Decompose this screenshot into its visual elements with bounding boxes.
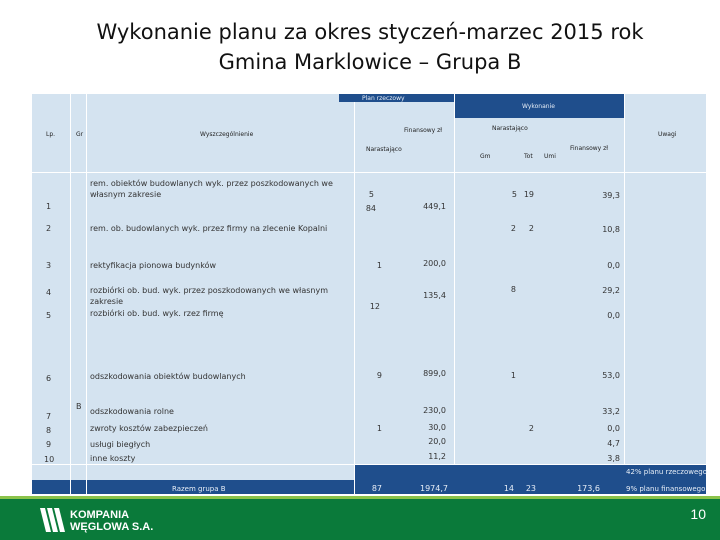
row-4-desc: rozbiórki ob. bud. wyk. przez poszkodowanych we własnym zakresie xyxy=(90,286,328,306)
row-3-plan-f: 200,0 xyxy=(423,259,446,268)
row-6-wyk-fin: 53,0 xyxy=(602,371,620,380)
row-6-plan-n: 9 xyxy=(376,371,382,380)
row-7-desc: odszkodowania rolne xyxy=(90,407,174,416)
row-10-desc: inne koszty xyxy=(90,454,136,463)
finansowy-wyk-header: Finansowy zł xyxy=(570,145,608,152)
row-1-wyk-fin: 39,3 xyxy=(602,191,620,200)
wyszczegolnienie-header: Wyszczególnienie xyxy=(200,131,254,138)
row-10-plan-f: 11,2 xyxy=(428,452,446,461)
row-4-lp: 4 xyxy=(46,288,52,297)
wykonanie-header: Wykonanie xyxy=(522,103,555,110)
row-8-wyk-b: 2 xyxy=(528,424,534,433)
row-10-lp: 10 xyxy=(44,455,55,464)
row-5-desc: rozbiórki ob. bud. wyk. rzez firmę xyxy=(90,309,224,318)
row-2-wyk-a: 2 xyxy=(510,224,516,233)
logo-line-1: KOMPANIA xyxy=(70,509,130,521)
uwagi-header: Uwagi xyxy=(658,131,677,138)
row-9-plan-f: 20,0 xyxy=(428,437,446,446)
plan-f-rows-1-2: 449,1 xyxy=(423,202,446,211)
summary-plan-n: 87 xyxy=(371,484,382,493)
finansowy-plan-header: Finansowy zł xyxy=(404,127,442,134)
lp-header: Lp. xyxy=(46,131,56,138)
row-9-desc: usługi biegłych xyxy=(90,440,151,449)
narastajaco-plan-header: Narastająco xyxy=(366,146,402,153)
row-3-wyk-fin: 0,0 xyxy=(607,261,620,270)
row-2-wyk-b: 2 xyxy=(528,224,534,233)
row-8-plan-n: 1 xyxy=(376,424,382,433)
row-7-plan-f: 230,0 xyxy=(423,406,446,415)
gr-header: Gr xyxy=(76,131,84,138)
row-4-wyk-fin: 29,2 xyxy=(602,286,620,295)
footer-stripe xyxy=(0,496,720,499)
summary-label: Razem grupa B xyxy=(172,485,226,493)
row-8-lp: 8 xyxy=(46,426,52,435)
row-6-lp: 6 xyxy=(46,374,52,383)
row-3-lp: 3 xyxy=(46,261,52,270)
plan-execution-table xyxy=(32,94,706,494)
row-9-lp: 9 xyxy=(46,440,52,449)
summary-wyk-a: 14 xyxy=(503,484,514,493)
row-1-wyk-a-val: 5 xyxy=(511,190,517,199)
col-b-header: Tot xyxy=(524,153,533,160)
kompania-logo-icon xyxy=(40,508,66,532)
row-3-plan-n: 1 xyxy=(376,261,382,270)
plan-n-rows-4-5: 12 xyxy=(369,302,380,311)
row-2-desc: rem. ob. budowlanych wyk. przez firmy na zlecenie Kopalni xyxy=(90,224,328,233)
summary-wyk-b: 23 xyxy=(525,484,536,493)
col-c-header: Umi xyxy=(544,153,556,160)
logo-line-2: WĘGLOWA S.A. xyxy=(70,521,154,533)
row-2-lp: 2 xyxy=(46,224,52,233)
group-b-label: B xyxy=(76,402,82,411)
row-6-desc: odszkodowania obiektów budowlanych xyxy=(90,372,246,381)
row-6-wyk-a: 1 xyxy=(510,371,516,380)
page-number: 10 xyxy=(690,506,706,522)
row-1-wyk-a: 5 xyxy=(368,190,374,199)
row-7-wyk-fin: 33,2 xyxy=(602,407,620,416)
summary-wyk-fin: 173,6 xyxy=(577,484,600,493)
row-3-desc: rektyfikacja pionowa budynków xyxy=(90,261,217,270)
row-9-wyk-fin: 4,7 xyxy=(607,439,620,448)
row-1-desc: rem. obiektów budowlanych wyk. przez poszkodowanych we własnym zakresie xyxy=(90,179,333,199)
row-10-wyk-fin: 3,8 xyxy=(607,454,620,463)
row-1-wyk-b: 19 xyxy=(523,190,534,199)
plan-rzeczowy-header: Plan rzeczowy xyxy=(362,95,405,102)
row-8-desc: zwroty kosztów zabezpieczeń xyxy=(90,424,209,433)
summary-note-rzeczowy: 42% planu rzeczowego xyxy=(626,468,707,476)
narastajaco-wyk-header: Narastająco xyxy=(492,125,528,132)
row-8-plan-f: 30,0 xyxy=(428,423,446,432)
row-5-lp: 5 xyxy=(46,311,52,320)
row-7-lp: 7 xyxy=(46,412,52,421)
plan-n-rows-1-2: 84 xyxy=(365,204,376,213)
slide-title: Wykonanie planu za okres styczeń-marzec 2015 rok xyxy=(96,20,644,44)
col-a-header: Gm xyxy=(480,153,491,160)
row-1-lp: 1 xyxy=(46,202,52,211)
plan-f-rows-4-5: 135,4 xyxy=(423,291,446,300)
company-logo-text xyxy=(70,509,153,533)
row-6-plan-f: 899,0 xyxy=(423,369,446,378)
row-2-wyk-fin: 10,8 xyxy=(602,225,620,234)
summary-note-finansowy: 9% planu finansowego xyxy=(626,485,706,493)
row-4-wyk-a: 8 xyxy=(510,285,516,294)
summary-plan-f: 1974,7 xyxy=(420,484,448,493)
row-8-wyk-fin: 0,0 xyxy=(607,424,620,433)
row-5-wyk-fin: 0,0 xyxy=(607,311,620,320)
slide-subtitle: Gmina Marklowice – Grupa B xyxy=(218,50,522,74)
